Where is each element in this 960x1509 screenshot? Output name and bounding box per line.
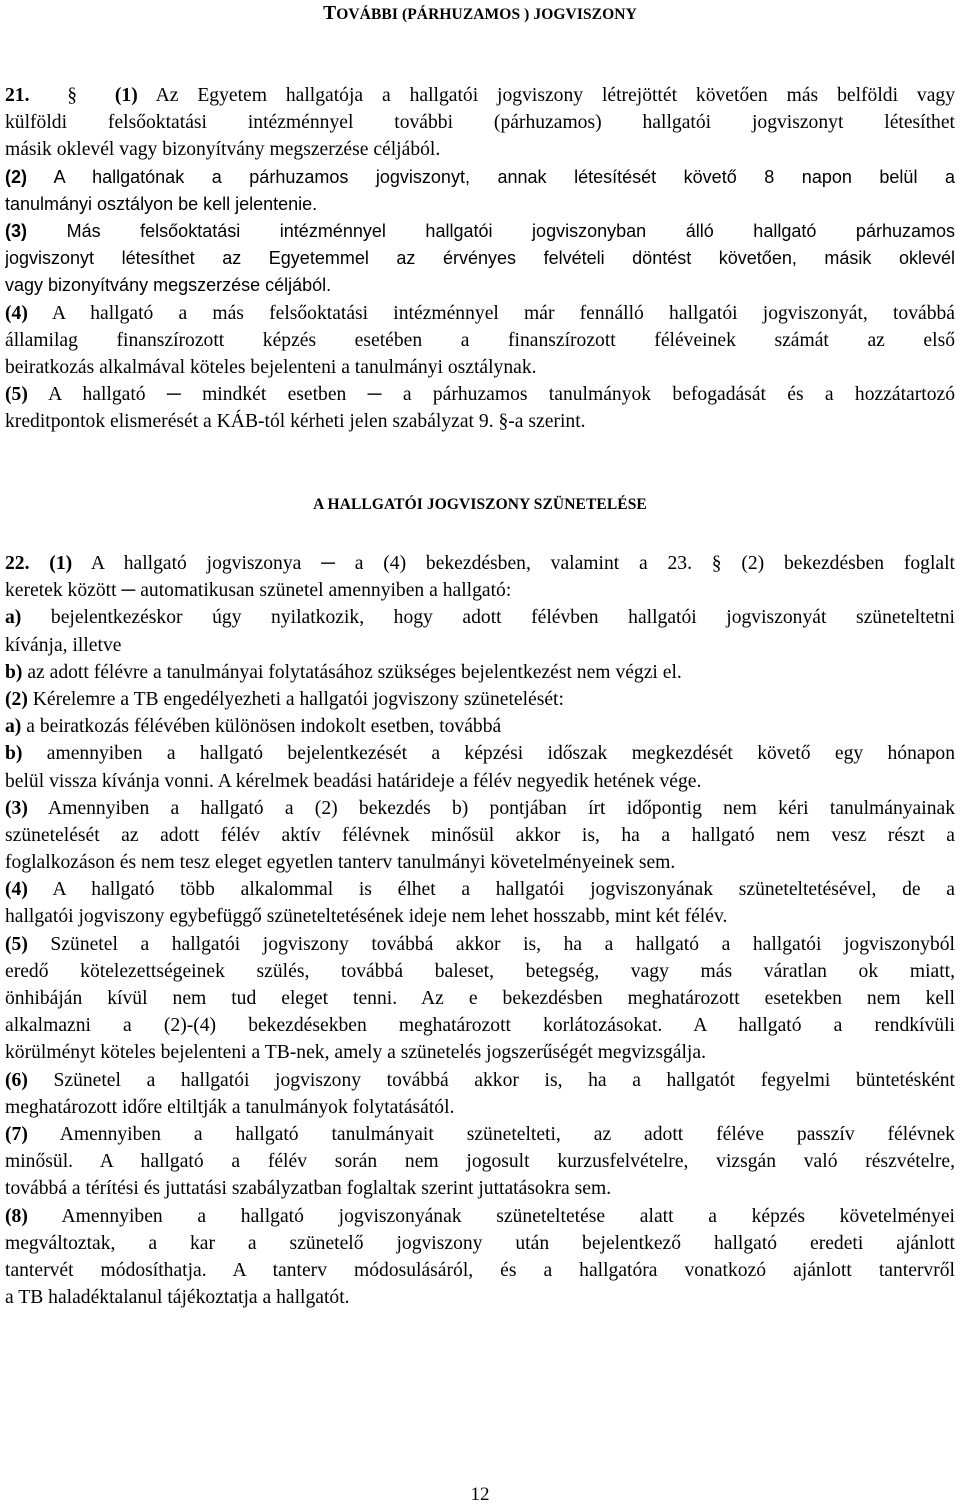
s22-p5-line5: körülményt köteles bejelenteni a TB-nek, amely a szünetelés jogszerűségét megvizsgálja. [5,1042,706,1064]
s21-p3-line2: jogviszonyt létesíthet az Egyetemmel az érvényes felvételi döntést követően, másik oklevél [5,248,955,269]
s22-p7-line1: (7) Amennyiben a hallgató tanulmányait szünetelteti, az adott féléve passzív félévnek [5,1123,955,1145]
s21-p2-line1: (2) A hallgatónak a párhuzamos jogviszonyt, annak létesítését követő 8 napon belül a [5,166,955,187]
s22-p2a-line1: a) a beiratkozás félévében különösen indokolt esetben, továbbá [5,716,502,738]
s21-p3-line3: vagy bizonyítvány megszerzése céljából. [5,275,332,296]
s22-p7-line2: minősül. A hallgató a félév során nem jogosult kurzusfelvételre, vizsgán való részvételre, [5,1151,955,1173]
s21-p4-line3: beiratkozás alkalmával köteles bejelenteni a tanulmányi osztálynak. [5,356,537,378]
s21-p4-line1: (4) A hallgató a más felsőoktatási intézménnyel már fennálló hallgatói jogviszonyát, továbbá [5,302,955,324]
s22-p1-line2: keretek között ─ automatikusan szünetel amennyiben a hallgató: [5,580,512,602]
section-heading-suspension: A HALLGATÓI JOGVISZONY SZÜNETELÉSE [313,496,647,513]
s22-p2-line1: (2) Kérelemre a TB engedélyezheti a hallgatói jogviszony szünetelését: [5,688,564,710]
section-21 [5,82,955,435]
s21-p5-line2: kreditpontok elismerését a KÁB-tól kérheti jelen szabályzat 9. §-a szerint. [5,411,586,433]
s22-p8-line3: tantervét módosíthatja. A tanterv módosulásáról, és a hallgatóra vonatkozó ajánlott tantervről [5,1259,955,1281]
s22-p2b-line2: belül vissza kívánja vonni. A kérelmek beadási határideje a félév negyedik hetének vége. [5,770,702,792]
s22-p5-line1: (5) Szünetel a hallgatói jogviszony továbbá akkor is, ha a hallgató a hallgatói jogviszonyból [5,933,955,955]
s22-p5-line4: alkalmazni a (2)-(4) bekezdésekben meghatározott korlátozásokat. A hallgató a rendkívüli [5,1015,955,1037]
s21-p1-line1: 21. § (1) Az Egyetem hallgatója a hallgatói jogviszony létrejöttét követően más belföldi vagy [5,85,955,106]
s22-p3-line2: szünetelését az adott félév aktív félévnek minősül akkor is, ha a hallgató nem vesz részt a [5,824,955,846]
s22-p5-line2: eredő kötelezettségeinek szülés, továbbá baleset, betegség, vagy más váratlan ok miatt, [5,960,955,982]
section-heading-parallel: TOVÁBBI (PÁRHUZAMOS ) JOGVISZONY [323,3,637,24]
s22-a-line2: kívánja, illetve [5,634,122,656]
s22-p4-line1: (4) A hallgató több alkalommal is élhet a hallgatói jogviszonyának szüneteltetésével, de a [5,879,955,901]
s22-b-line1: b) az adott félévre a tanulmányai folytatásához szükséges bejelentkezést nem végzi el. [5,661,682,683]
s22-p6-line1: (6) Szünetel a hallgatói jogviszony továbbá akkor is, ha a hallgatót fegyelmi büntetésként [5,1069,955,1091]
page-number: 12 [470,1484,490,1505]
s22-p1-line1: 22. (1) A hallgató jogviszonya ─ a (4) bekezdésben, valamint a 23. § (2) bekezdésben foglalt [5,553,955,574]
s21-p4-line2: államilag finanszírozott képzés esetében a finanszírozott féléveinek számát az első [5,329,955,351]
s22-p7-line3: továbbá a térítési és juttatási szabályzatban foglaltak szerint juttatásokra sem. [5,1178,612,1200]
s21-p1-line3: másik oklevél vagy bizonyítvány megszerzése céljából. [5,139,441,161]
s22-p6-line2: meghatározott időre eltiltják a tanulmányok folytatásától. [5,1096,455,1118]
s21-p1-line2: külföldi felsőoktatási intézménnyel további (párhuzamos) hallgatói jogviszonyt létesíthet [5,112,955,134]
s22-p8-line1: (8) Amennyiben a hallgató jogviszonyának szüneteltetése alatt a képzés követelményei [5,1205,955,1227]
s22-p8-line4: a TB haladéktalanul tájékoztatja a hallgatót. [5,1287,350,1309]
s21-p3-line1: (3) Más felsőoktatási intézménnyel hallgatói jogviszonyban álló hallgató párhuzamos [5,220,955,241]
s22-p2b-line1: b) amennyiben a hallgató bejelentkezését a képzési időszak megkezdését követő egy hónapon [5,743,955,765]
s21-p2-line2: tanulmányi osztályon be kell jelentenie. [5,193,318,214]
section-22 [5,550,955,1311]
s22-p3-line1: (3) Amennyiben a hallgató a (2) bekezdés b) pontjában írt időpontig nem kéri tanulmányainak [5,797,955,819]
s21-p5-line1: (5) A hallgató ─ mindkét esetben ─ a párhuzamos tanulmányok befogadását és a hozzátartozó [5,384,955,406]
s22-a-line1: a) bejelentkezéskor úgy nyilatkozik, hogy adott félévben hallgatói jogviszonyát szüneteltetni [5,607,955,629]
s22-p8-line2: megváltoztak, a kar a szünetelő jogviszony után bejelentkező hallgató eredeti ajánlott [5,1232,955,1254]
s22-p5-line3: önhibáján kívül nem tud eleget tenni. Az e bekezdésben meghatározott esetekben nem kell [5,988,955,1009]
s22-p3-line3: foglalkozáson és nem tesz eleget egyetlen tanterv tanulmányi követelményeinek sem. [5,852,676,874]
s22-p4-line2: hallgatói jogviszony egybefüggő szüneteltetésének ideje nem lehet hosszabb, mint két félév. [5,906,728,928]
